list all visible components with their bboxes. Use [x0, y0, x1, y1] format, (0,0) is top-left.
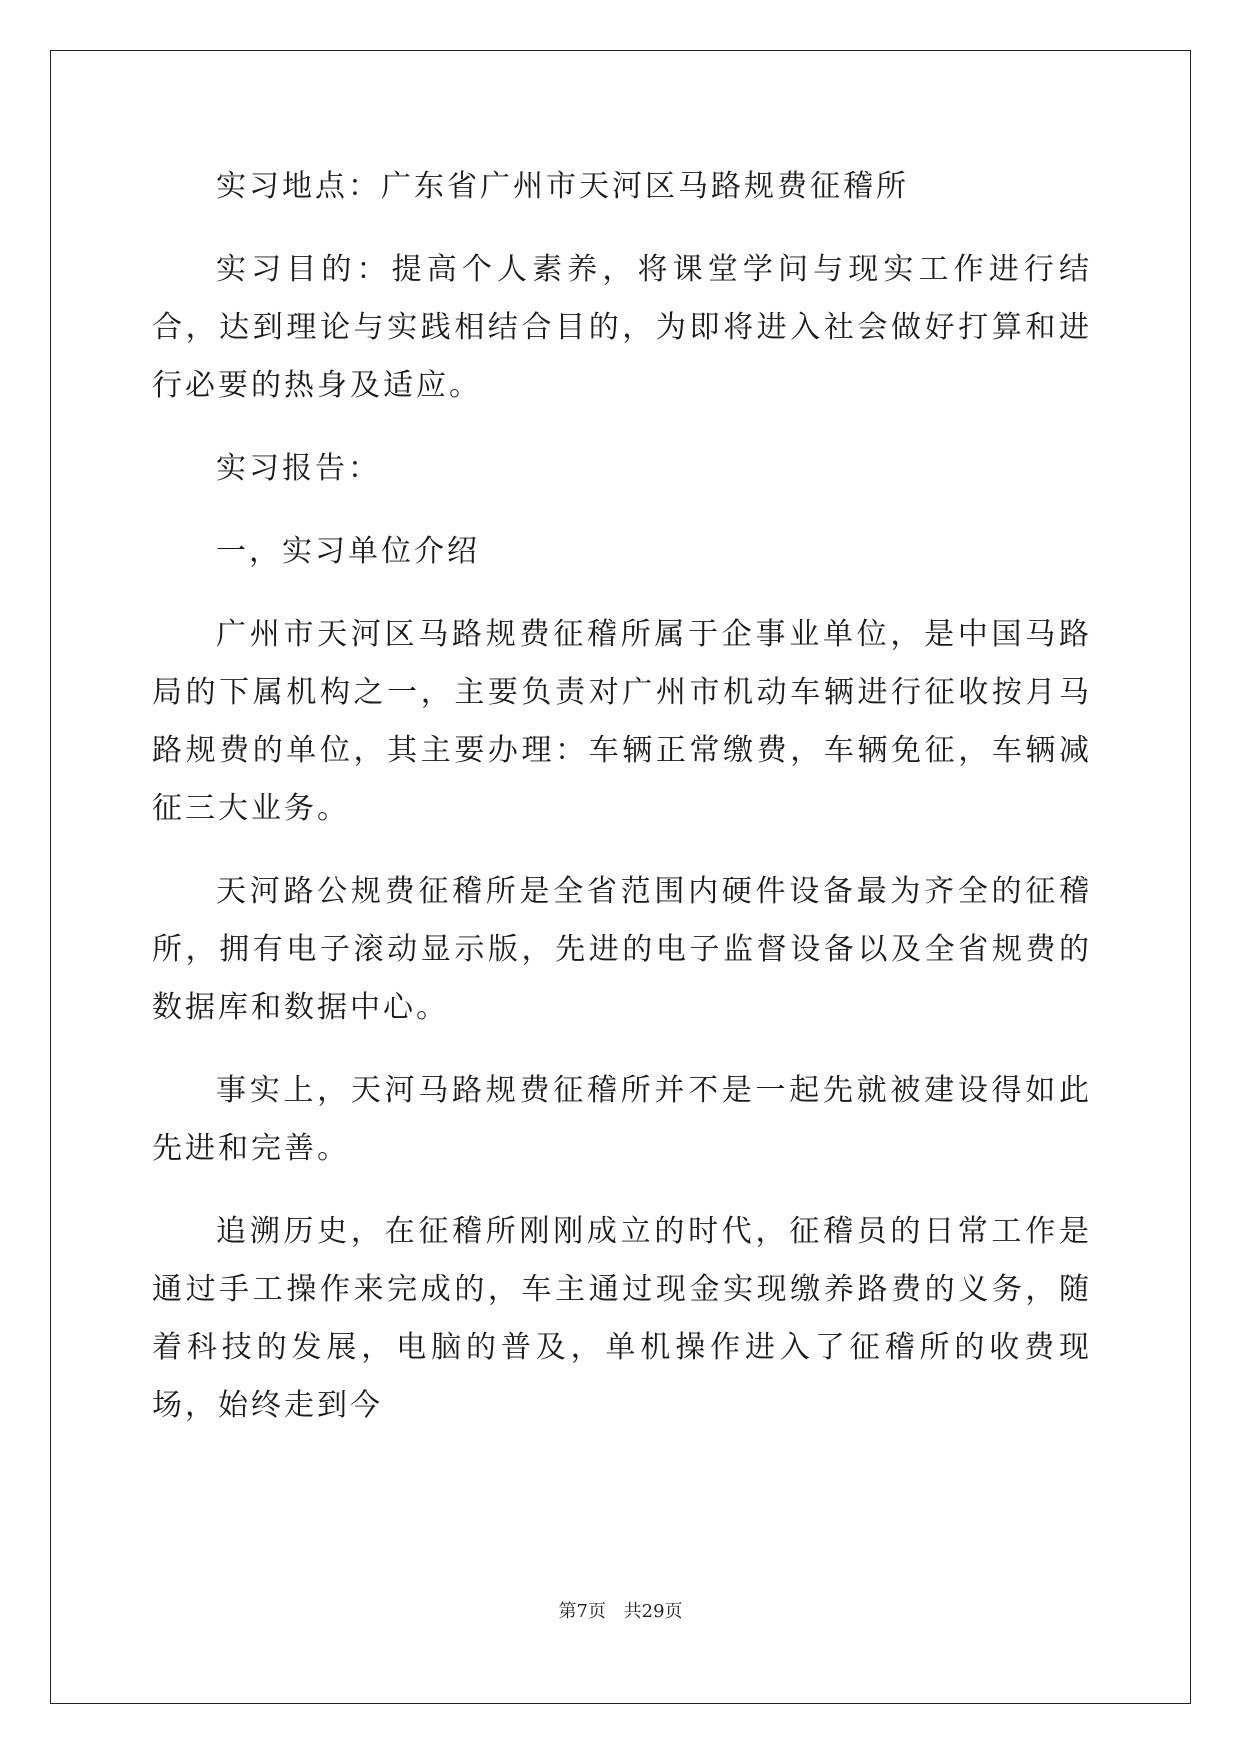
paragraph-report-heading: 实习报告： [216, 451, 381, 486]
page-number-current: 第7页 [558, 1601, 606, 1622]
section-heading-unit-intro: 一，实习单位介绍 [216, 534, 480, 569]
paragraph-location: 实习地点：广东省广州市天河区马路规费征稽所 [216, 169, 909, 204]
document-body [152, 158, 1092, 1460]
paragraph-purpose: 实习目的：提高个人素养，将课堂学问与现实工作进行结合，达到理论与实践相结合目的，为即将进入社会做好打算和进行必要的热身及适应。 [152, 252, 1092, 403]
paragraph-equipment: 天河路公规费征稽所是全省范围内硬件设备最为齐全的征稽所，拥有电子滚动显示版，先进的电子监督设备以及全省规费的数据库和数据中心。 [152, 874, 1092, 1025]
paragraph-fact: 事实上，天河马路规费征稽所并不是一起先就被建设得如此先进和完善。 [152, 1073, 1092, 1166]
page-footer [0, 1597, 1241, 1623]
paragraph-history: 追溯历史，在征稽所刚刚成立的时代，征稽员的日常工作是通过手工操作来完成的，车主通过现金实现缴养路费的义务，随着科技的发展，电脑的普及，单机操作进入了征稽所的收费现场，始终走到今 [152, 1214, 1092, 1423]
paragraph-unit-description: 广州市天河区马路规费征稽所属于企事业单位，是中国马路局的下属机构之一，主要负责对广州市机动车辆进行征收按月马路规费的单位，其主要办理：车辆正常缴费，车辆免征，车辆减征三大业务。 [152, 617, 1092, 826]
page-number-total: 共29页 [623, 1601, 683, 1622]
